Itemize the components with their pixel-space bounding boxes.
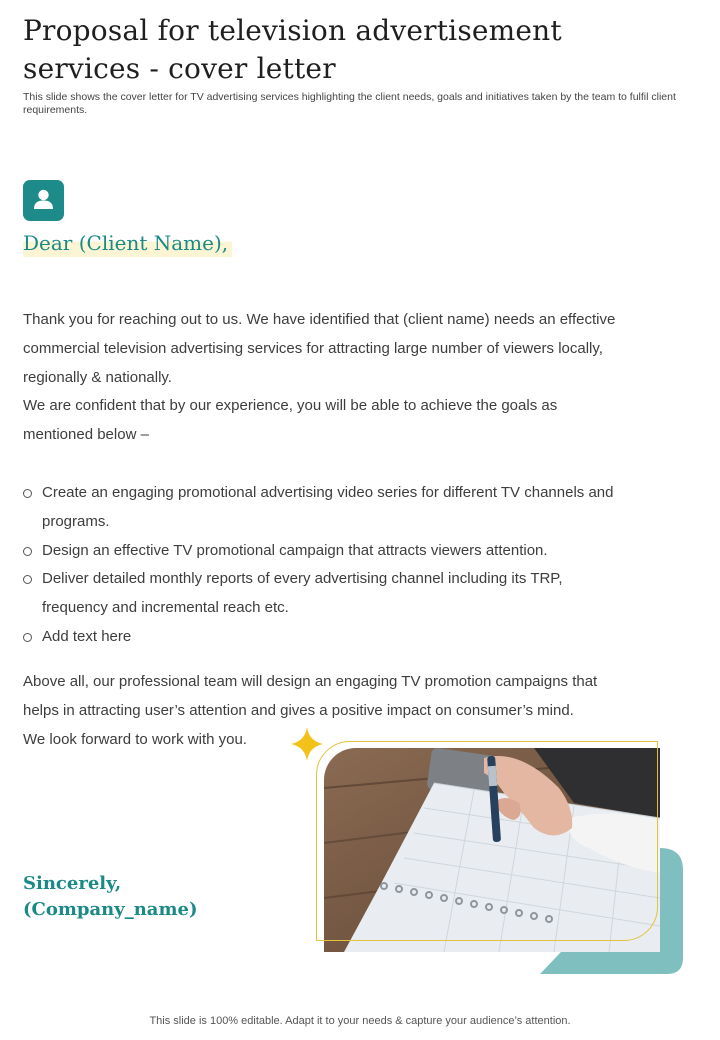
sparkle-star-icon <box>291 727 323 761</box>
list-item-line: Design an effective TV promotional campaign that attracts viewers attention. <box>42 541 548 559</box>
list-item <box>23 565 673 623</box>
list-item-line: frequency and incremental reach etc. <box>42 599 289 617</box>
company-name: (Company_name) <box>23 899 198 920</box>
user-icon <box>23 180 64 221</box>
circle-bullet-icon <box>23 575 32 584</box>
list-item <box>23 537 673 566</box>
goals-list <box>23 479 673 652</box>
intro-line: regionally & nationally. <box>23 368 172 386</box>
list-item-line: Add text here <box>42 627 132 645</box>
circle-bullet-icon <box>23 633 32 642</box>
closing-line: We look forward to work with you. <box>23 730 247 748</box>
circle-bullet-icon <box>23 547 32 556</box>
page-subtitle: This slide shows the cover letter for TV advertising services highlighting the client needs, goals and initiatives taken by the team to fulfil client requirements. <box>23 91 676 116</box>
intro-line: Thank you for reaching out to us. We have identified that (client name) needs an effective <box>23 311 616 328</box>
intro-paragraph <box>23 306 673 450</box>
circle-bullet-icon <box>23 489 32 498</box>
footer-note: This slide is 100% editable. Adapt it to your needs & capture your audience’s attention. <box>149 1015 571 1027</box>
list-item <box>23 479 673 537</box>
closing-line: Above all, our professional team will design an engaging TV promotion campaigns that <box>23 673 598 690</box>
decorative-gold-frame <box>316 741 658 941</box>
page-title: Proposal for television advertisement services - cover letter <box>23 14 562 85</box>
intro-line: mentioned below – <box>23 426 149 444</box>
intro-line: commercial television advertising services for attracting large number of viewers locally, <box>23 339 603 357</box>
signature-block <box>23 871 197 923</box>
sign-off: Sincerely, <box>23 873 122 894</box>
greeting: Dear (Client Name), <box>23 229 232 257</box>
list-item <box>23 623 673 652</box>
list-item-line: Create an engaging promotional advertising video series for different TV channels and <box>42 484 614 501</box>
list-item-line: Deliver detailed monthly reports of every advertising channel including its TRP, <box>42 570 563 588</box>
list-item-line: programs. <box>42 512 110 530</box>
intro-line: We are confident that by our experience, you will be able to achieve the goals as <box>23 397 558 415</box>
closing-line: helps in attracting user’s attention and gives a positive impact on consumer’s mind. <box>23 701 574 719</box>
